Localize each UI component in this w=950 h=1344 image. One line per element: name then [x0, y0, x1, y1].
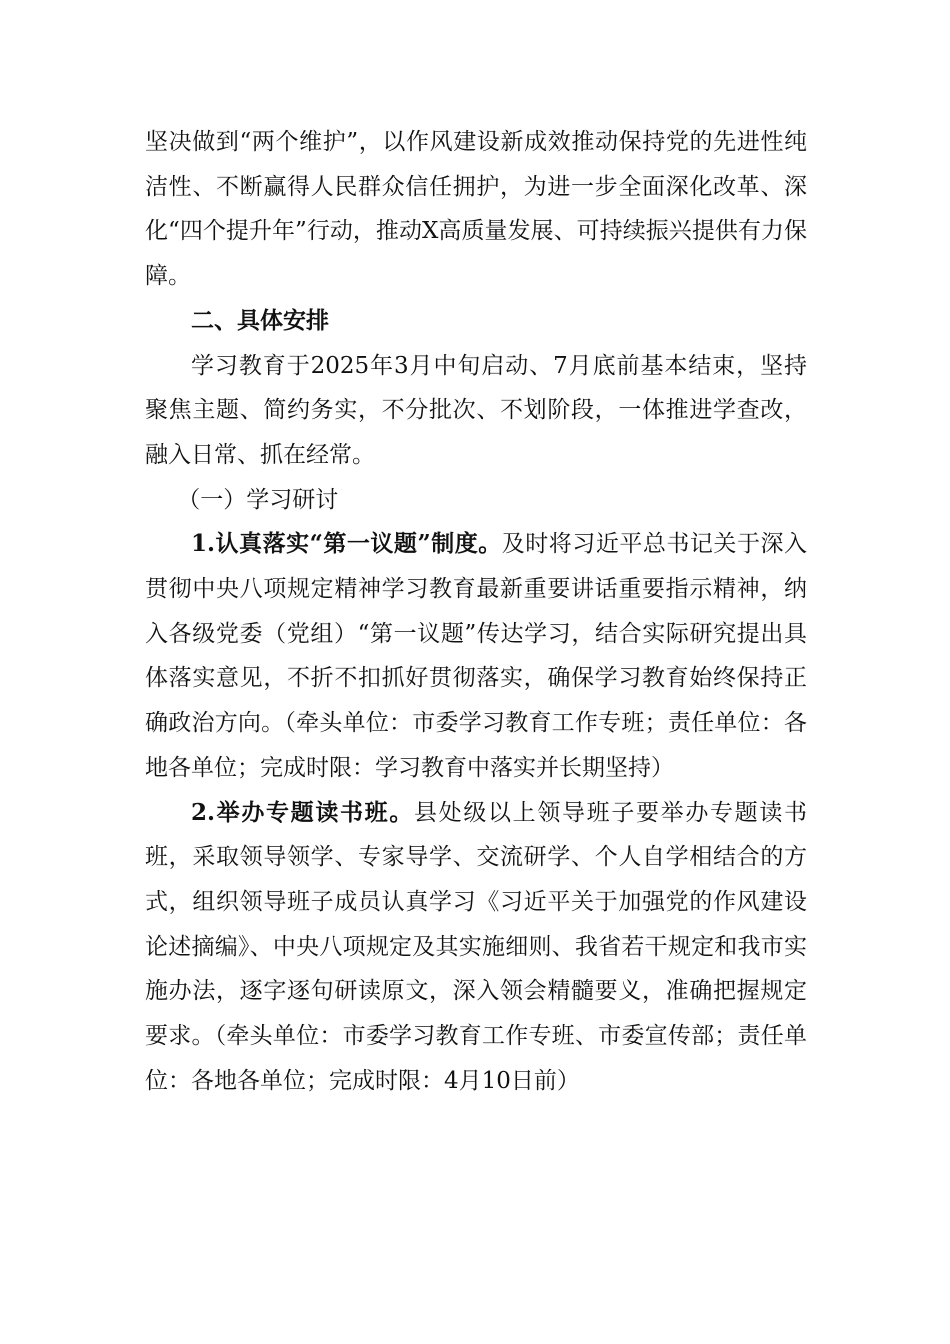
- item-reading-class-body: 县处级以上领导班子要举办专题读书班，采取领导领学、专家导学、交流研学、个人自学相结合的方式，组织领导班子成员认真学习《习近平关于加强党的作风建设论述摘编》、中央八项规定及其实施细则、我省若干规定和我市实施办法，逐字逐句研读原文，深入领会精髓要义，准确把握规定要求。（牵头单位：市委学习教育工作专班、市委宣传部；责任单位：各地各单位；完成时限：4月10日前）: [145, 799, 808, 1094]
- item-reading-class-lead: 2.举办专题读书班。: [191, 798, 415, 826]
- subsection-heading-study: （一）学习研讨: [177, 486, 339, 513]
- item-first-agenda-lead: 1.认真落实“第一议题”制度。: [191, 530, 502, 558]
- item-first-agenda-body: 及时将习近平总书记关于深入贯彻中央八项规定精神学习教育最新重要讲话重要指示精神，纳入各级党委（党组）“第一议题”传达学习，结合实际研究提出具体落实意见，不折不扣抓好贯彻落实，确保学习教育始终保持正确政治方向。（牵头单位：市委学习教育工作专班；责任单位：各地各单位；完成时限：学习教育中落实并长期坚持）: [145, 531, 807, 781]
- document-page: [145, 120, 807, 1103]
- item-reading-class-paragraph: [145, 791, 807, 1104]
- section-heading-specific-arrangements: 二、具体安排: [191, 306, 329, 334]
- item-first-agenda-paragraph: [145, 522, 807, 790]
- schedule-paragraph: 学习教育于2025年3月中旬启动、7月底前基本结束，坚持聚焦主题、简约务实，不分批次、不划阶段，一体推进学查改，融入日常、抓在经常。: [145, 352, 807, 468]
- intro-paragraph: 坚决做到“两个维护”，以作风建设新成效推动保持党的先进性纯洁性、不断赢得人民群众信任拥护，为进一步全面深化改革、深化“四个提升年”行动，推动X高质量发展、可持续振兴提供有力保障。: [145, 129, 807, 290]
